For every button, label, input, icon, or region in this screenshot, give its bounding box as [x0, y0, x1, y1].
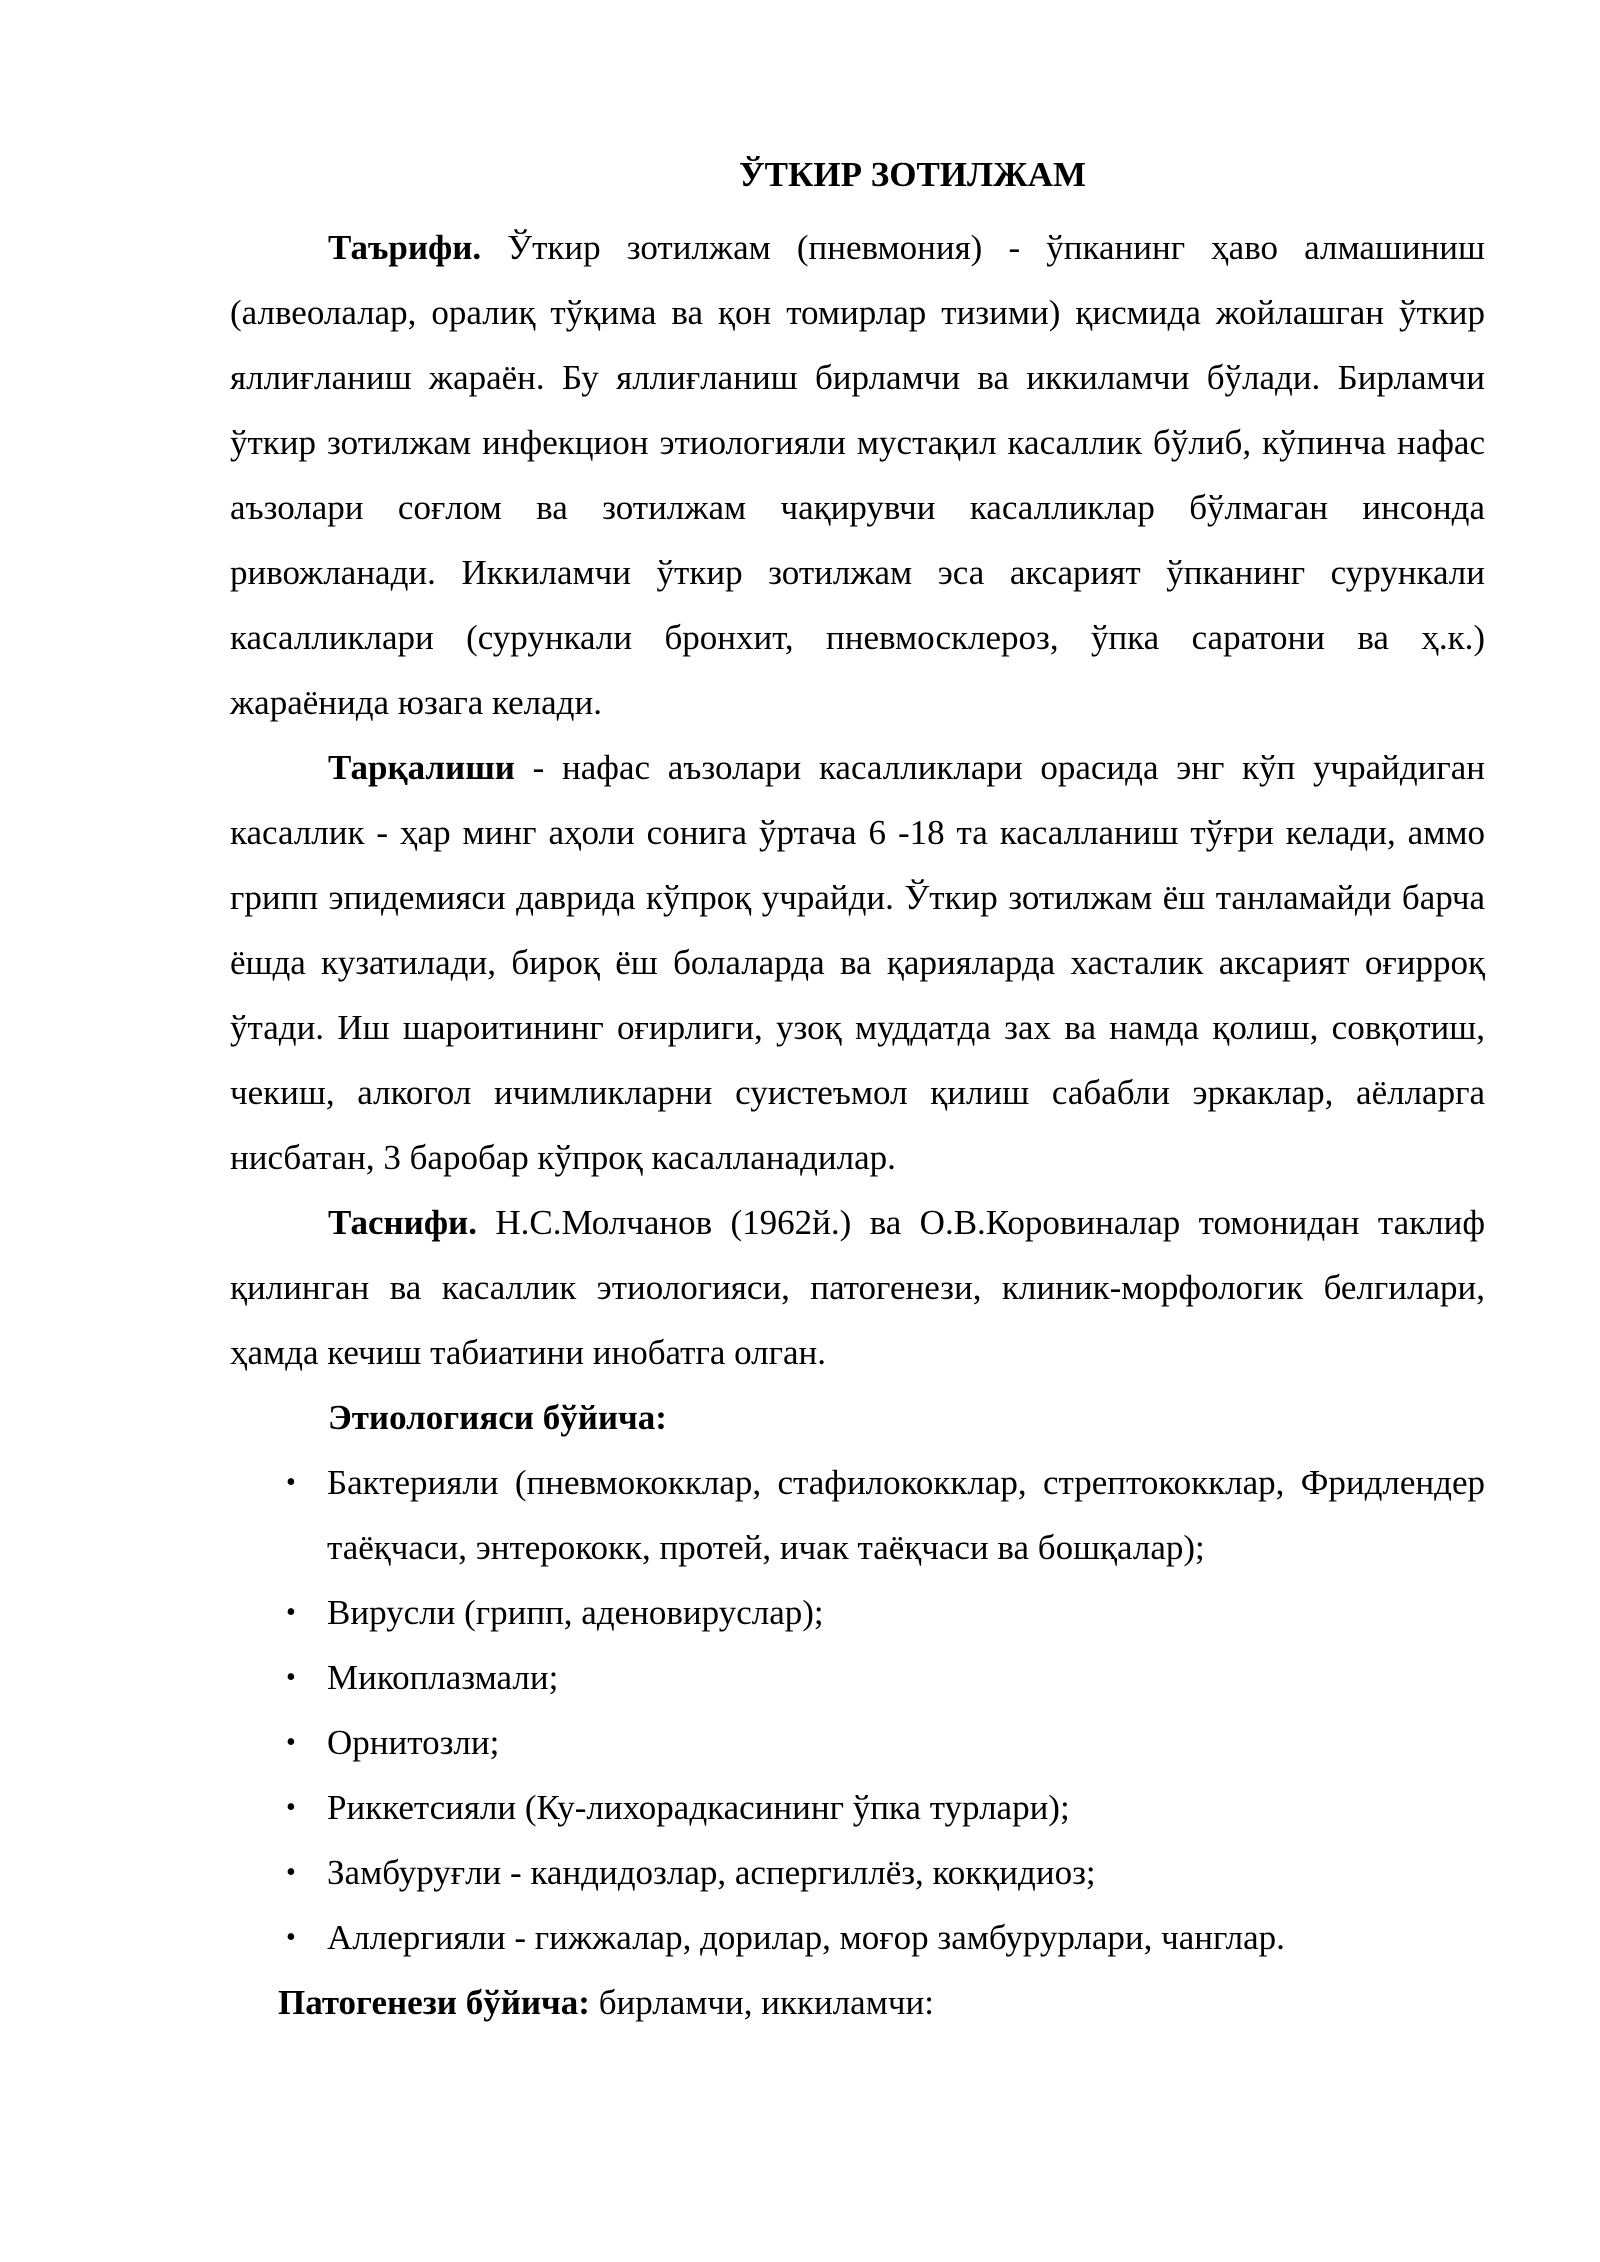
list-item — [230, 1450, 1485, 1580]
pathogenesis-text: бирламчи, иккиламчи: — [589, 1983, 934, 2022]
bullet-icon: • — [286, 1662, 296, 1693]
list-item-text: Аллергияли - гижжалар, дорилар, моғор замбурурлари, чанглар. — [327, 1918, 1285, 1957]
spread-paragraph — [230, 735, 1485, 1190]
list-item-text: Риккетсияли (Ку-лихорадкасининг ўпка турлари); — [327, 1788, 1070, 1827]
spread-text: - нафас аъзолари касалликлари орасида энг кўп учрайдиган касаллик - ҳар минг аҳоли сонига ўртача 6 -18 та касалланиш тўғри келади, аммо грипп эпидемияси даврида кўпроқ учрайди. Ўткир зотилжам ёш танламайди барча ёшда кузатилади, бироқ ёш болаларда ва қарияларда хасталик аксарият оғирроқ ўтади. Иш шароитининг оғирлиги, узоқ муддатда зах ва намда қолиш, совқотиш, чекиш, алкогол ичимликларни суистеъмол қилиш сабабли эркаклар, аёлларга нисбатан, 3 баробар кўпроқ касалланадилар. — [230, 748, 1485, 1177]
bullet-icon: • — [286, 1792, 296, 1823]
etiology-list — [230, 1450, 1485, 1970]
list-item-text: Замбуруғли - кандидозлар, аспергиллёз, кокқидиоз; — [327, 1853, 1096, 1892]
etiology-heading: Этиологияси бўйича: — [328, 1398, 667, 1437]
list-item — [230, 1580, 1485, 1645]
list-item-text: Микоплазмали; — [327, 1658, 559, 1697]
bullet-icon: • — [286, 1922, 296, 1953]
list-item-text: Орнитозли; — [327, 1723, 500, 1762]
bullet-icon: • — [286, 1467, 296, 1498]
pathogenesis-label: Патогенези бўйича: — [278, 1983, 590, 2022]
list-item — [230, 1645, 1485, 1710]
classification-paragraph — [230, 1190, 1485, 1385]
bullet-icon: • — [286, 1597, 296, 1628]
spread-label: Тарқалиши — [328, 748, 515, 787]
classification-label: Таснифи. — [328, 1203, 477, 1242]
list-item — [230, 1775, 1485, 1840]
bullet-icon: • — [286, 1857, 296, 1888]
page-title: ЎТКИР ЗОТИЛЖАМ — [738, 155, 1087, 194]
list-item — [230, 1840, 1485, 1905]
list-item — [230, 1710, 1485, 1775]
pathogenesis-line — [230, 1970, 1485, 2035]
classification-text: Н.С.Молчанов (1962й.) ва О.В.Коровиналар томонидан таклиф қилинган ва касаллик этиологияси, патогенези, клиник-морфологик белгилари, ҳамда кечиш табиатини инобатга олган. — [230, 1203, 1485, 1372]
list-item-text: Вирусли (грипп, аденовируслар); — [327, 1593, 824, 1632]
definition-label: Таърифи. — [328, 228, 482, 267]
list-item-text: Бактерияли (пневмококклар, стафилококклар, стрептококклар, Фридлендер таёқчаси, энтерококк, протей, ичак таёқчаси ва бошқалар); — [327, 1463, 1485, 1567]
list-item — [230, 1905, 1485, 1970]
definition-text: Ўткир зотилжам (пневмония) - ўпканинг ҳаво алмашиниш (алвеолалар, оралиқ тўқима ва қон томирлар тизими) қисмида жойлашган ўткир яллиғланиш жараён. Бу яллиғланиш бирламчи ва иккиламчи бўлади. Бирламчи ўткир зотилжам инфекцион этиологияли мустақил касаллик бўлиб, кўпинча нафас аъзолари соғлом ва зотилжам чақирувчи касалликлар бўлмаган инсонда ривожланади. Иккиламчи ўткир зотилжам эса аксарият ўпканинг сурункали касалликлари (сурункали бронхит, пневмосклероз, ўпка саратони ва ҳ.к.) жараёнида юзага келади. — [230, 228, 1485, 722]
document-page — [230, 150, 1485, 2035]
definition-paragraph — [230, 215, 1485, 735]
bullet-icon: • — [286, 1727, 296, 1758]
